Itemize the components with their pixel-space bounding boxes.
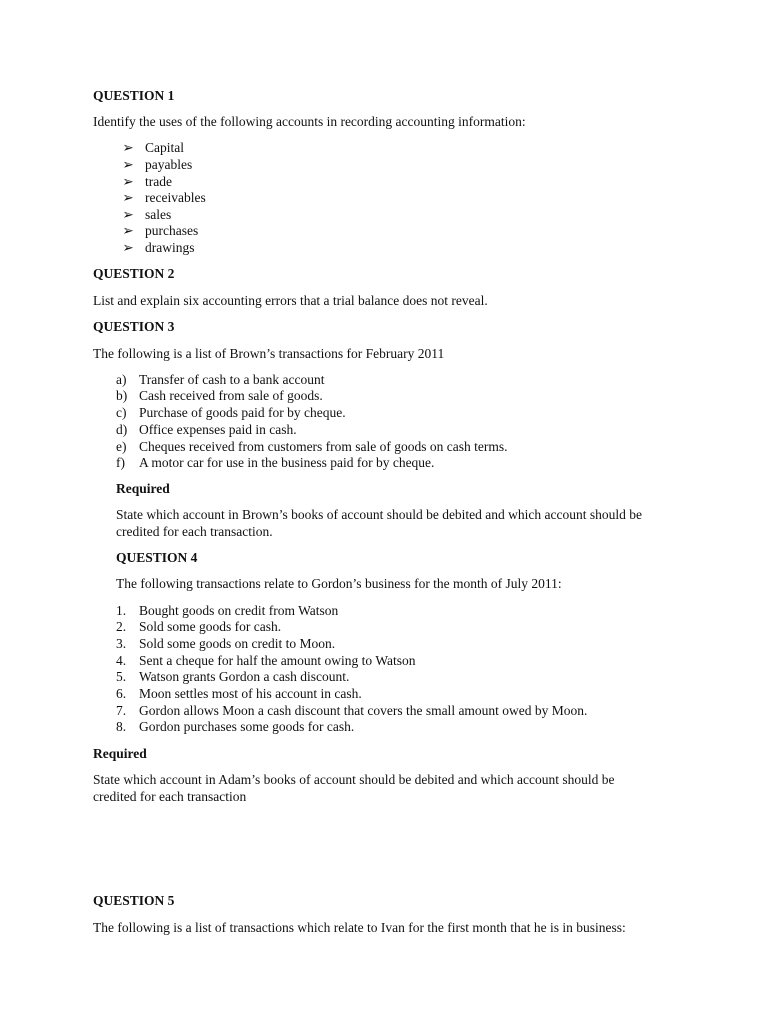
- question-3-heading: QUESTION 3: [93, 319, 175, 334]
- arrow-bullet-icon: ➢: [122, 174, 134, 189]
- question-4-instruction: State which account in Adam’s books of account should be debited and which account should be: [93, 772, 615, 787]
- arrow-bullet-icon: ➢: [122, 140, 134, 155]
- question-3-required-heading: Required: [116, 481, 170, 496]
- question-3-instruction-continued: credited for each transaction.: [116, 524, 273, 539]
- arrow-bullet-icon: ➢: [122, 207, 134, 222]
- question-1-prompt: Identify the uses of the following accounts in recording accounting information:: [93, 114, 526, 129]
- question-4-required-heading: Required: [93, 746, 147, 761]
- question-2-prompt: List and explain six accounting errors that a trial balance does not reveal.: [93, 293, 488, 308]
- question-4-instruction-continued: credited for each transaction: [93, 789, 247, 804]
- question-5-heading: QUESTION 5: [93, 893, 175, 908]
- document-page: QUESTION 1 Identify the uses of the following accounts in recording accounting information: ➢ Capital ➢ payables ➢ trade ➢ receivables ➢ sales ➢ purchases ➢ drawings QUESTION 2 List and explain six accounting errors that a trial balance does not reveal. QUESTION 3 The following is a list of Brown’s transactions for February 2011 a) Transfer of cash to a bank account b) Cash received from sale of goods. c) Purchase of goods paid for by cheque. d) Office expenses paid in cash. e) Cheques received from customers from sale of goods on cash terms. f) A motor car for use in the business paid for by cheque. Required State which account in Brown’s books of account should be debited and which account should be credited for each transaction. QUESTION 4 The following transactions relate to Gordon’s business for the month of July 2011: 1. Bought goods on credit from Watson 2. Sold some goods for cash. 3. Sold some goods on credit to Moon. 4. Sent a cheque for half the amount owing to Watson 5. Watson grants Gordon a cash discount. 6. Moon settles most of his account in cash. 7. Gordon allows Moon a cash discount that covers the small amount owed by Moon. 8. Gordon purchases some goods for cash. Required State which account in Adam’s books of account should be debited and which account should be credited for each transaction QUESTION 5 The following is a list of transactions which relate to Ivan for the first month that he is in business:: [93, 88, 643, 935]
- arrow-bullet-icon: ➢: [122, 223, 134, 238]
- question-3-instruction: State which account in Brown’s books of account should be debited and which account should be: [116, 507, 643, 522]
- question-1-heading: QUESTION 1: [93, 88, 175, 103]
- arrow-bullet-icon: ➢: [122, 240, 134, 255]
- question-5-prompt: The following is a list of transactions which relate to Ivan for the first month that he is in business:: [93, 920, 626, 935]
- question-2-heading: QUESTION 2: [93, 266, 175, 281]
- question-3-prompt: The following is a list of Brown’s transactions for February 2011: [93, 346, 445, 361]
- arrow-bullet-icon: ➢: [122, 190, 134, 205]
- arrow-bullet-icon: ➢: [122, 157, 134, 172]
- question-4-heading: QUESTION 4: [116, 550, 198, 565]
- question-4-prompt: The following transactions relate to Gordon’s business for the month of July 2011:: [116, 576, 562, 591]
